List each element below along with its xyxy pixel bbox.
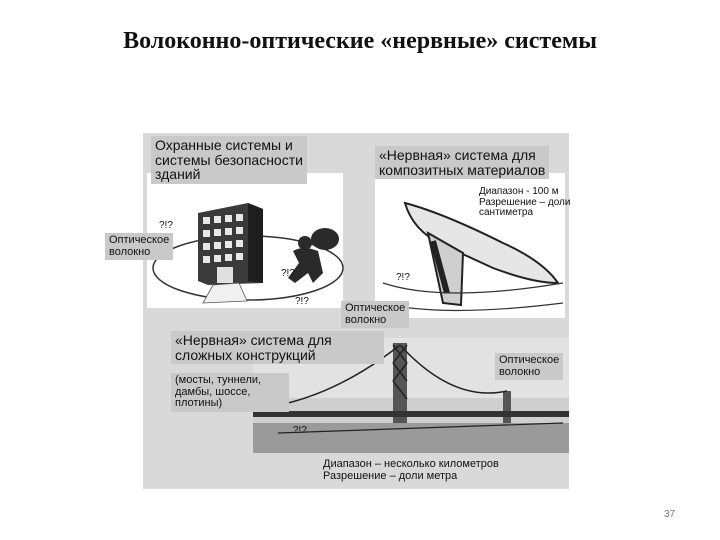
buildings-heading: Охранные системы и системы безопасности зданий (151, 136, 307, 184)
structures-fiber-label: Оптическое волокно (495, 353, 563, 380)
structures-heading: «Нервная» система для сложных конструкций (171, 331, 384, 364)
composites-specs: Диапазон - 100 м Разрешение – доли сантиметра (479, 186, 571, 218)
composites-heading: «Нервная» система для композитных материалов (375, 146, 549, 179)
structures-marker: ?!? (293, 425, 307, 436)
structures-specs: Диапазон – несколько километров Разрешение – доли метра (323, 458, 499, 482)
buildings-fiber-label: Оптическое волокно (105, 233, 173, 260)
buildings-marker-2: ?!? (281, 268, 295, 279)
slide-title: Волоконно-оптические «нервные» системы (123, 28, 597, 54)
page-number: 37 (664, 509, 676, 520)
composites-marker: ?!? (396, 272, 410, 283)
buildings-marker-3: ?!? (295, 296, 309, 307)
buildings-marker-1: ?!? (159, 220, 173, 231)
structures-examples: (мосты, туннели, дамбы, шоссе, плотины) (171, 373, 289, 412)
fiber-nervous-systems-figure (109, 133, 571, 489)
composites-fiber-label: Оптическое волокно (341, 301, 409, 328)
